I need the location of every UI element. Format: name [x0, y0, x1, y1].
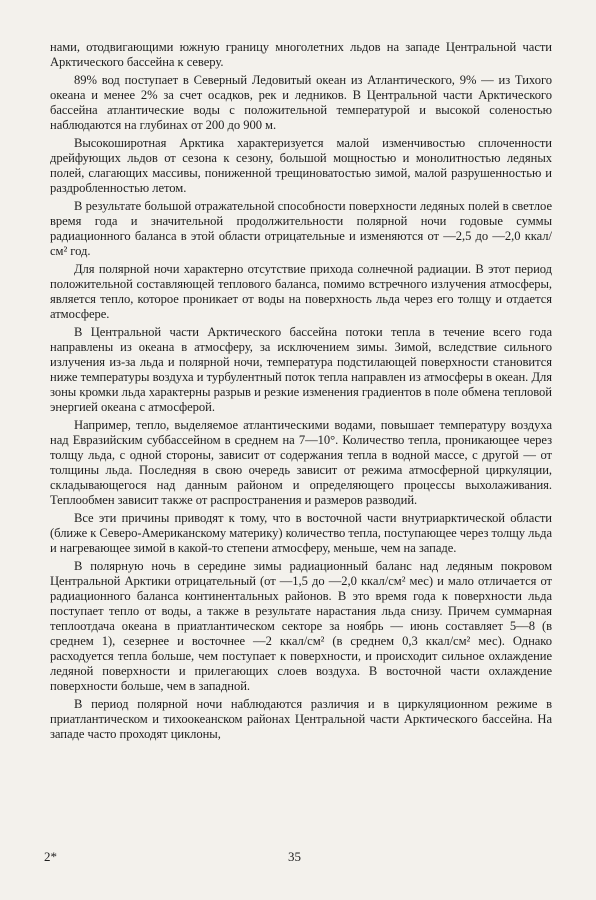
paragraph: Для полярной ночи характерно отсутствие прихода солнечной радиации. В этот период положительной составляющей теплового баланса, помимо встречного излучения атмосферы, является тепло, которое проникает от воды на поверхность льда через его толщу и отдается атмосфере. — [50, 262, 552, 321]
body-text — [50, 40, 552, 745]
paragraph: В Центральной части Арктического бассейна потоки тепла в течение всего года направлены из океана в атмосферу, за исключением зимы. Зимой, вследствие сильного излучения из-за льда и полярной ночи, температура подстилающей поверхности становится ниже температуры воздуха и турбулентный поток тепла направлен из атмосферы в океан. Для зоны кромки льда характерны разрыв и резкие изменения градиентов в поле обмена тепловой энергией океана с атмосферой. — [50, 325, 552, 414]
paragraph: В результате большой отражательной способности поверхности ледяных полей в светлое время года и значительной продолжительности полярной ночи годовые суммы радиационного баланса в этой области отрицательные и изменяются от —2,5 до —2,0 ккал/см² год. — [50, 199, 552, 258]
paragraph: Высокоширотная Арктика характеризуется малой изменчивостью сплоченности дрейфующих льдов от сезона к сезону, большой мощностью и монолитностью ледяных полей, слагающих массивы, пониженной трещиноватостью зимой, малой разрушенностью и раздробленностью летом. — [50, 136, 552, 195]
signature-mark: 2* — [44, 849, 57, 864]
paragraph: В период полярной ночи наблюдаются различия и в циркуляционном режиме в приатлантическом и тихоокеанском районах Центральной части Арктического бассейна. На западе часто проходят циклоны, — [50, 697, 552, 741]
paragraph: Например, тепло, выделяемое атлантическими водами, повышает температуру воздуха над Евразийским суббассейном в среднем на 7—10°. Количество тепла, проникающее через толщу льда, с одной стороны, зависит от содержания тепла в водной массе, с другой — от толщины льда. Последняя в свою очередь зависит от режима атмосферной циркуляции, складывающегося над данным районом и определяющего процессы выхолаживания. Теплообмен зависит также от распространения и размеров разводий. — [50, 418, 552, 507]
paragraph: Все эти причины приводят к тому, что в восточной части внутриарктической области (ближе к Северо-Американскому материку) количество тепла, поступающее через толщу льда и нагревающее зимой в какой-то степени атмосферу, меньше, чем на западе. — [50, 511, 552, 555]
page-number: 35 — [288, 849, 301, 864]
paragraph: В полярную ночь в середине зимы радиационный баланс над ледяным покровом Центральной Арктики отрицательный (от —1,5 до —2,0 ккал/см² мес) и мало отличается от радиационного баланса континентальных районов. В это время года к поверхности льда поступает тепло от воды, а также в результате нарастания льда снизу. Причем суммарная теплоотдача океана в приатлантическом секторе за ноябрь — июнь составляет 5—8 (в среднем 1), сезернее и восточнее —2 ккал/см² (в среднем 0,3 ккал/см² мес). Однако расходуется тепла больше, чем поступает к поверхности, и происходит сильное охлаждение ледяной поверхности и прилегающих слоев воздуха. В восточной части охлаждение поверхности больше, чем в западной. — [50, 559, 552, 693]
paragraph: нами, отодвигающими южную границу многолетних льдов на западе Центральной части Арктического бассейна к северу. — [50, 40, 552, 69]
paragraph: 89% вод поступает в Северный Ледовитый океан из Атлантического, 9% — из Тихого океана и менее 2% за счет осадков, рек и ледников. В Центральной части Арктического бассейна атлантические воды с положительной температурой и высокой соленостью наблюдаются на глубинах от 200 до 900 м. — [50, 73, 552, 132]
